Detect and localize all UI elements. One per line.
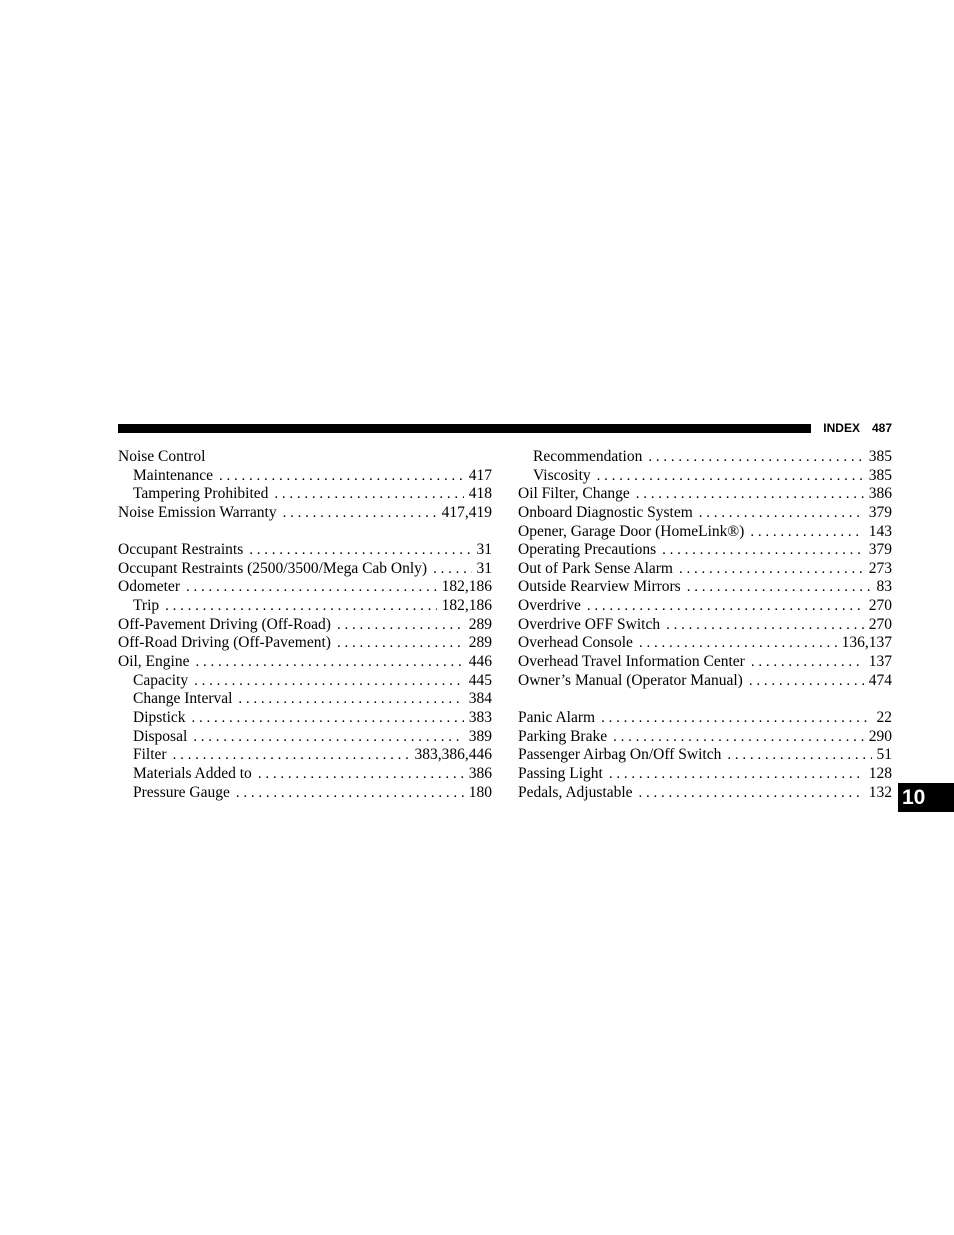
index-page-ref: 385 (868, 466, 892, 484)
index-entry (118, 448, 492, 467)
index-entry (518, 765, 892, 784)
index-term: Pedals, Adjustable (518, 783, 633, 801)
index-page-ref: 132 (868, 783, 892, 801)
index-term: Occupant Restraints (2500/3500/Mega Cab Only) (118, 559, 428, 577)
index-subentry (118, 467, 492, 486)
index-subentry (118, 597, 492, 616)
index-page-ref: 137 (868, 653, 892, 671)
index-page-ref: 270 (868, 597, 892, 615)
index-term: Trip (133, 597, 160, 615)
index-term: Recommendation (533, 448, 643, 465)
dot-leader (751, 653, 864, 672)
dot-leader (666, 616, 864, 635)
index-entry (518, 616, 892, 635)
index-subentry (118, 672, 492, 691)
index-page-ref: 182,186 (441, 578, 492, 596)
index-term: Opener, Garage Door (HomeLink®) (518, 522, 745, 540)
dot-leader (186, 578, 437, 597)
index-page-ref: 386 (868, 485, 892, 503)
index-term: Change Interval (133, 690, 233, 708)
index-page-ref: 22 (876, 708, 892, 726)
index-entry (518, 728, 892, 747)
index-term: Odometer (118, 578, 180, 596)
index-page-ref: 270 (868, 615, 892, 633)
index-page-ref: 182,186 (441, 597, 492, 615)
index-entry (118, 653, 492, 672)
index-page-ref: 180 (468, 783, 492, 801)
index-term: Passenger Airbag On/Off Switch (518, 746, 722, 764)
index-term: Dipstick (133, 708, 186, 726)
dot-leader (238, 690, 463, 709)
dot-leader (636, 485, 864, 504)
index-term: Oil Filter, Change (518, 485, 630, 503)
dot-leader (337, 634, 464, 653)
index-page-ref: 289 (468, 634, 492, 652)
dot-leader (337, 616, 464, 635)
section-title: INDEX (823, 421, 860, 435)
dot-leader (193, 728, 464, 747)
index-page-ref: 385 (868, 448, 892, 465)
index-subentry (118, 728, 492, 747)
dot-leader (587, 597, 864, 616)
dot-leader (194, 672, 464, 691)
index-entry (118, 578, 492, 597)
index-page-ref: 389 (468, 727, 492, 745)
index-term: Onboard Diagnostic System (518, 503, 693, 521)
dot-leader (639, 784, 864, 803)
index-term: Owner’s Manual (Operator Manual) (518, 671, 743, 689)
index-entry (518, 597, 892, 616)
index-page-ref: 379 (868, 541, 892, 559)
index-term: Viscosity (533, 466, 591, 484)
index-term: Off-Road Driving (Off-Pavement) (118, 634, 331, 652)
dot-leader (173, 746, 410, 765)
index-subentry (118, 765, 492, 784)
index-column-right (518, 448, 892, 802)
index-subentry (518, 448, 892, 467)
index-term: Tampering Prohibited (133, 485, 269, 503)
index-subentry (518, 467, 892, 486)
index-subentry (118, 690, 492, 709)
dot-leader (639, 634, 837, 653)
index-entry (118, 634, 492, 653)
dot-leader (192, 709, 464, 728)
index-term: Parking Brake (518, 727, 608, 745)
index-entry (518, 504, 892, 523)
index-subentry (118, 485, 492, 504)
index-term: Overdrive (518, 597, 581, 615)
index-page-ref: 136,137 (841, 634, 892, 652)
index-page-ref: 143 (868, 522, 892, 540)
index-term: Disposal (133, 727, 188, 745)
dot-leader (648, 448, 863, 467)
dot-leader (727, 746, 871, 765)
index-entry (518, 578, 892, 597)
index-entry (118, 541, 492, 560)
index-page-ref: 386 (468, 764, 492, 782)
dot-leader (195, 653, 463, 672)
index-term: Maintenance (133, 466, 214, 484)
index-page-ref: 273 (868, 559, 892, 577)
index-entry (518, 541, 892, 560)
index-entry (518, 560, 892, 579)
index-term: Passing Light (518, 764, 603, 782)
index-term: Outside Rearview Mirrors (518, 578, 681, 596)
dot-leader (679, 560, 864, 579)
running-header (814, 420, 892, 436)
index-page-ref: 290 (868, 727, 892, 745)
dot-leader (597, 467, 864, 486)
index-column-left (118, 448, 492, 802)
dot-leader (609, 765, 864, 784)
dot-leader (699, 504, 864, 523)
index-subentry (118, 746, 492, 765)
index-entry (518, 672, 892, 691)
index-page-ref: 83 (876, 578, 892, 596)
index-term: Overhead Travel Information Center (518, 653, 745, 671)
index-subentry (118, 784, 492, 803)
index-page-ref: 417 (468, 466, 492, 484)
index-term: Out of Park Sense Alarm (518, 559, 673, 577)
index-entry (118, 504, 492, 523)
index-term: Noise Control (118, 448, 206, 465)
dot-leader (749, 672, 864, 691)
index-entry (518, 485, 892, 504)
dot-leader (249, 541, 471, 560)
index-page-ref: 128 (868, 764, 892, 782)
index-subentry (118, 709, 492, 728)
dot-leader (687, 578, 872, 597)
page-number: 487 (871, 421, 892, 435)
index-term: Operating Precautions (518, 541, 657, 559)
index-page-ref: 446 (468, 653, 492, 671)
index-term: Off-Pavement Driving (Off-Road) (118, 615, 331, 633)
dot-leader (601, 709, 871, 728)
index-entry (518, 634, 892, 653)
index-entry (118, 616, 492, 635)
chapter-tab: 10 (898, 783, 954, 812)
index-entry (518, 709, 892, 728)
index-term: Capacity (133, 671, 189, 689)
dot-leader (613, 728, 864, 747)
index-term: Panic Alarm (518, 708, 596, 726)
index-page-ref: 31 (476, 541, 492, 559)
index-term: Overhead Console (518, 634, 633, 652)
index-term: Occupant Restraints (118, 541, 244, 559)
dot-leader (165, 597, 436, 616)
index-page-ref: 289 (468, 615, 492, 633)
index-entry (518, 746, 892, 765)
index-term: Materials Added to (133, 764, 252, 782)
header-rule (118, 424, 811, 433)
index-page-ref: 384 (468, 690, 492, 708)
index-page-ref: 383,386,446 (414, 746, 492, 764)
dot-leader (662, 541, 864, 560)
index-entry (518, 784, 892, 803)
index-term: Filter (133, 746, 167, 764)
index-term: Oil, Engine (118, 653, 190, 671)
index-page-ref: 445 (468, 671, 492, 689)
index-page-ref: 383 (468, 708, 492, 726)
dot-leader (433, 560, 471, 579)
index-page-ref: 379 (868, 503, 892, 521)
index-page-ref: 418 (468, 485, 492, 503)
dot-leader (236, 784, 464, 803)
index-term: Pressure Gauge (133, 783, 230, 801)
index-term: Overdrive OFF Switch (518, 615, 661, 633)
index-entry (118, 560, 492, 579)
dot-leader (219, 467, 464, 486)
index-page-ref: 417,419 (441, 503, 492, 521)
index-entry (518, 653, 892, 672)
index-term: Noise Emission Warranty (118, 503, 277, 521)
dot-leader (283, 504, 437, 523)
index-entry (518, 523, 892, 542)
dot-leader (258, 765, 464, 784)
index-page-ref: 474 (868, 671, 892, 689)
index-page-ref: 51 (876, 746, 892, 764)
dot-leader (750, 523, 863, 542)
dot-leader (274, 485, 463, 504)
index-page-ref: 31 (476, 559, 492, 577)
